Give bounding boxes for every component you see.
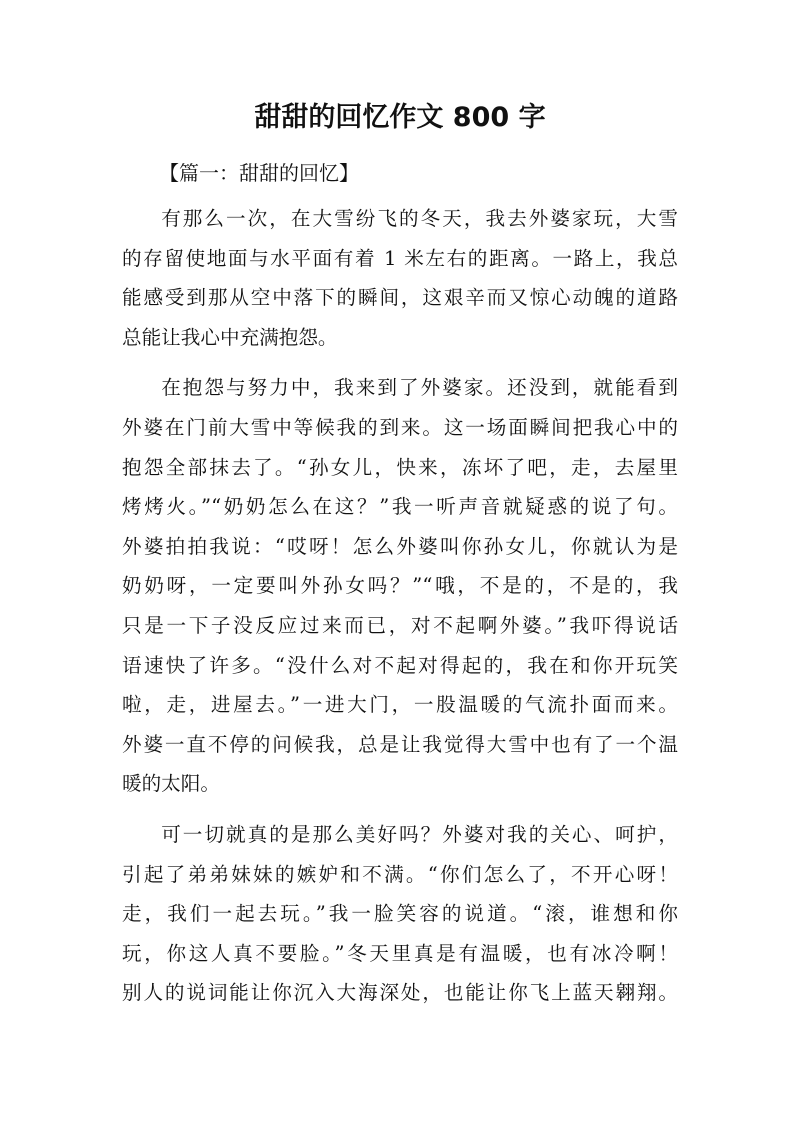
- paragraph-line: 只是一下子没反应过来而已，对不起啊外婆。”我吓得说话: [122, 613, 678, 637]
- paragraph-line: 外婆在门前大雪中等候我的到来。这一场面瞬间把我心中的: [122, 415, 678, 439]
- paragraph-line: 走，我们一起去玩。”我一脸笑容的说道。“滚，谁想和你: [122, 902, 678, 926]
- paragraph-line: 暖的太阳。: [122, 772, 220, 796]
- paragraph-line: 外婆一直不停的问候我，总是让我觉得大雪中也有了一个温: [122, 732, 678, 756]
- paragraph-line: 语速快了许多。“没什么对不起对得起的，我在和你开玩笑: [122, 653, 678, 677]
- paragraph-line: 可一切就真的是那么美好吗？外婆对我的关心、呵护，: [161, 822, 678, 846]
- paragraph-line: 在抱怨与努力中，我来到了外婆家。还没到，就能看到: [161, 376, 678, 400]
- paragraph-line: 能感受到那从空中落下的瞬间，这艰辛而又惊心动魄的道路: [122, 286, 678, 310]
- paragraph-line: 引起了弟弟妹妹的嫉妒和不满。“你们怎么了，不开心呀！: [122, 862, 678, 886]
- page-title: 甜甜的回忆作文 800 字: [254, 102, 546, 133]
- paragraph-line: 奶奶呀，一定要叫外孙女吗？”“哦，不是的，不是的，我: [122, 574, 678, 598]
- paragraph-line: 玩，你这人真不要脸。”冬天里真是有温暖，也有冰冷啊！: [122, 941, 678, 965]
- paragraph-line: 外婆拍拍我说：“哎呀！怎么外婆叫你孙女儿，你就认为是: [122, 534, 678, 558]
- paragraph-line: 的存留使地面与水平面有着 1 米左右的距离。一路上，我总: [122, 246, 678, 270]
- paragraph-line: 总能让我心中充满抱怨。: [122, 325, 338, 349]
- article-body: [122, 199, 678, 1013]
- paragraph-line: 别人的说词能让你沉入大海深处，也能让你飞上蓝天翱翔。: [122, 981, 678, 1005]
- paragraph-line: 抱怨全部抹去了。“孙女儿，快来，冻坏了吧，走，去屋里: [122, 455, 678, 479]
- paragraph-line: 有那么一次，在大雪纷飞的冬天，我去外婆家玩，大雪: [161, 207, 678, 230]
- paragraph-1: [122, 199, 678, 357]
- paragraph-line: 啦，走，进屋去。”一进大门，一股温暖的气流扑面而来。: [122, 693, 678, 717]
- paragraph-3: [122, 815, 678, 1013]
- paragraph-line: 烤烤火。”“奶奶怎么在这？”我一听声音就疑惑的说了句。: [122, 495, 678, 519]
- section-heading: 【篇一：甜甜的回忆】: [159, 161, 359, 185]
- paragraph-2: [122, 368, 678, 804]
